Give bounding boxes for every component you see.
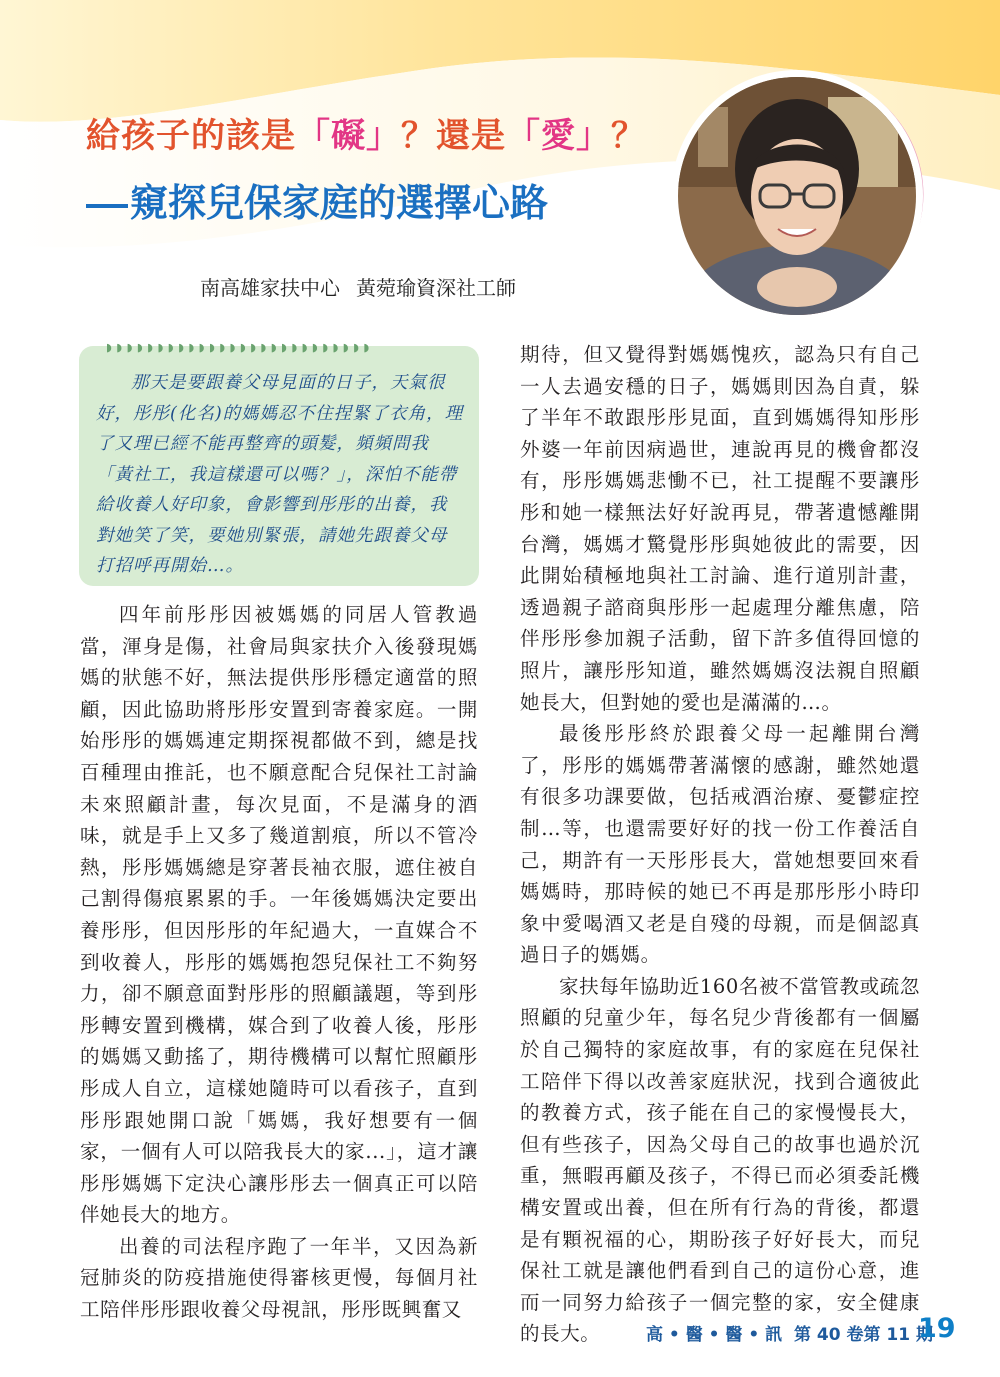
article-subtitle — [86, 172, 548, 227]
author-name: 黃菀瑜資深社工師 — [356, 276, 516, 300]
page-number: 19 — [918, 1313, 956, 1344]
byline — [200, 272, 516, 301]
issue-info: 第 40 卷第 11 期 — [793, 1325, 933, 1345]
author-portrait — [678, 77, 916, 315]
paragraph-4: 家扶每年協助近160名被不當管教或疏忽照顧的兒童少年，每名兒少背後都有一個屬於自己獨特的家庭故事，有的家庭在兒保社工陪伴下得以改善家庭狀況，找到合適彼此的教養方式，孩子能在自己的家慢慢長大，但有些孩子，因為父母自己的故事也過於沉重，無暇再顧及孩子，不得已而必須委託機構安置或出養，但在所有行為的背後，都還是有顆祝福的心，期盼孩子好好長大，而兒保社工就是讓他們看到自己的這份心意，進而一同努力給孩子一個完整的家，安全健康的長大。 — [520, 974, 920, 1346]
subtitle-text: 窺探兒保家庭的選擇心路 — [130, 181, 549, 225]
paragraph-2: 出養的司法程序跑了一年半，又因為新冠肺炎的防疫措施使得審核更慢，每個月社工陪伴彤彤跟收養父母視訊，彤彤既興奮又 — [80, 1234, 478, 1322]
title-text: 給孩子的該是「礙」？還是「愛」？ — [86, 116, 646, 156]
portrait-photo — [678, 77, 916, 315]
article-title — [86, 108, 646, 157]
quote-text: 那天是要跟養父母見面的日子，天氣很好，彤彤(化名)的媽媽忍不住捏緊了衣角，理了又理已經不能再整齊的頭髮，頻頻問我「黃社工，我這樣還可以嗎？」，深怕不能帶給收養人好印象，會影響到彤彤的出養，我對她笑了笑，要她別緊張，請她先跟養父母打招呼再開始…。 — [96, 373, 464, 576]
paragraph-3: 最後彤彤終於跟養父母一起離開台灣了，彤彤的媽媽帶著滿懷的感謝，雖然她還有很多功課要做，包括戒酒治療、憂鬱症控制…等，也還需要好好的找一份工作養活自己，期許有一天彤彤長大，當她想要回來看媽媽時，那時候的她已不再是那彤彤小時印象中愛喝酒又老是自殘的母親，而是個認真過日子的媽媽。 — [520, 722, 920, 967]
paragraph-1: 四年前彤彤因被媽媽的同居人管教過當，渾身是傷，社會局與家扶介入後發現媽媽的狀態不好，無法提供彤彤穩定適當的照顧，因此協助將彤彤安置到寄養家庭。一開始彤彤的媽媽連定期探視都做不到，總是找百種理由推託，也不願意配合兒保社工討論未來照顧計畫，每次見面，不是滿身的酒味，就是手上又多了幾道割痕，所以不管冷熱，彤彤媽媽總是穿著長袖衣服，遮住被自己割得傷痕累累的手。一年後媽媽決定要出養彤彤，但因彤彤的年紀過大，一直媒合不到收養人，彤彤的媽媽抱怨兒保社工不夠努力，卻不願意面對彤彤的照顧議題，等到彤彤轉安置到機構，媒合到了收養人後，彤彤的媽媽又動搖了，期待機構可以幫忙照顧彤彤成人自立，這樣她隨時可以看孩子，直到彤彤跟她開口說「媽媽，我好想要有一個家，一個有人可以陪我長大的家...」，這才讓彤彤媽媽下定決心讓彤彤去一個真正可以陪伴她長大的地方。 — [80, 603, 478, 1227]
quote-ring-binding: ◗◗◗◗◗◗◗◗◗◗◗◗◗◗◗◗◗◗◗◗◗◗◗◗◗◗ — [106, 341, 374, 354]
journal-name: 高 • 醫 • 醫 • 訊 — [646, 1325, 783, 1345]
article-column-left — [80, 599, 478, 1326]
paragraph-2-continued: 期待，但又覺得對媽媽愧疚，認為只有自己一人去過安穩的日子，媽媽則因為自責，躲了半年不敢跟彤彤見面，直到媽媽得知彤彤外婆一年前因病過世，連說再見的機會都沒有，彤彤媽媽悲慟不已，社工提醒不要讓彤彤和她一樣無法好好說再見，帶著遺憾離開台灣，媽媽才驚覺彤彤與她彼此的需要，因此開始積極地與社工討論、進行道別計畫，透過親子諮商與彤彤一起處理分離焦慮，陪伴彤彤參加親子活動，留下許多值得回憶的照片，讓彤彤知道，雖然媽媽沒法親自照顧她長大，但對她的愛也是滿滿的…。 — [520, 343, 920, 714]
article-column-right — [520, 339, 920, 1350]
footer — [646, 1320, 933, 1345]
author-org: 南高雄家扶中心 — [200, 276, 340, 300]
subtitle-dash — [86, 204, 128, 208]
